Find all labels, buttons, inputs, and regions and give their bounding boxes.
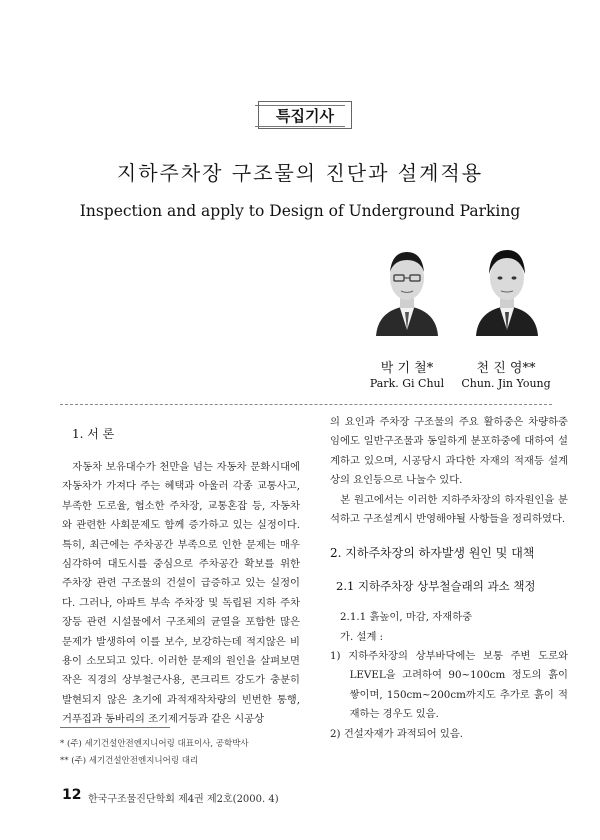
header-divider (60, 404, 552, 405)
page-number: 12 (62, 787, 82, 803)
tag-rule-bottom (255, 126, 345, 127)
author-name-korean-1: 박 기 철* (380, 361, 434, 376)
left-column (62, 458, 300, 730)
list-item-1: 1) 지하주차장의 상부바닥에는 보통 주변 도로와 LEVEL을 고려하여 90~100cm 정도의 흙이 쌓이며, 150cm~200cm까지도 추가로 흙이 적재하는 경우도 있음. (330, 650, 568, 721)
title-korean: 지하주차장 구조물의 진단과 설계적용 (116, 161, 484, 185)
list-item-2: 2) 건설자재가 과적되어 있음. (330, 727, 464, 740)
footnote-1: * (주) 세기건설안전엔지니어링 대표이사, 공학박사 (60, 739, 249, 749)
section-heading-2-1-1: 2.1.1 흙높이, 마감, 자재하중 (340, 611, 473, 624)
footnote-rule (60, 727, 170, 728)
footnote-2: ** (주) 세기건설안전엔지니어링 대리 (60, 756, 199, 766)
intro-paragraph: 자동차 보유대수가 천만을 넘는 자동차 문화시대에 자동차가 가져다 주는 혜택과 아울러 각종 교통사고, 부족한 도로율, 협소한 주차장, 교통혼잡 등, 자동차와 관련한 사회문제도 함께 증가하고 있는 실정이다. 특히, 최근에는 주차공간 부족으로 인한 문제는 매우 심각하여 대도시를 중심으로 주차공간 확보를 위한 주차장 관련 구조물의 건설이 급증하고 있는 실정이다. 그러나, 아파트 부속 주차장 및 독립된 지하 주차장등 관련 시설물에서 구조체의 균열을 포함한 많은 문제가 발생하여 이를 보수, 보강하는데 적지않은 비용이 소모되고 있다. 이러한 문제의 원인을 살펴보면 작은 직경의 상부철근사용, 콘크리트 강도가 충분히 발현되지 않은 초기에 과적재작차량의 빈번한 통행, 거푸집과 동바리의 조기제거등과 같은 시공상 (62, 461, 300, 726)
author-photo-chun (470, 240, 544, 336)
section-heading-introduction: 1. 서 론 (72, 427, 115, 441)
sub-heading-design: 가. 설계 : (340, 630, 384, 643)
author-name-korean-2: 천 진 영** (476, 361, 536, 376)
section-tag: 특집기사 (258, 101, 352, 129)
author-photo-park (370, 240, 444, 336)
right-paragraph-1: 의 요인과 주차장 구조물의 주요 활하중은 차량하중임에도 일반구조물과 동일하게 분포하중에 대하여 설계하고 있으며, 시공당시 과다한 자재의 적재등 설계상의 요인등으로 나눌수 있다. (330, 416, 568, 487)
right-paragraph-2: 본 원고에서는 이러한 지하주차장의 하자원인을 분석하고 구조설계시 반영해야될 사항들을 정리하였다. (330, 493, 568, 526)
section-heading-2-1: 2.1 지하주차장 상부철슬래의 과소 책정 (336, 578, 536, 593)
right-column (330, 413, 568, 744)
section-heading-2: 2. 지하주차장의 하자발생 원인 및 대책 (330, 546, 535, 561)
author-name-english-2: Chun. Jin Young (461, 377, 551, 390)
author-name-english-1: Park. Gi Chul (369, 377, 445, 390)
journal-info: 한국구조물진단학회 제4권 제2호(2000. 4) (88, 794, 279, 805)
title-english: Inspection and apply to Design of Underground Parking (79, 202, 521, 220)
